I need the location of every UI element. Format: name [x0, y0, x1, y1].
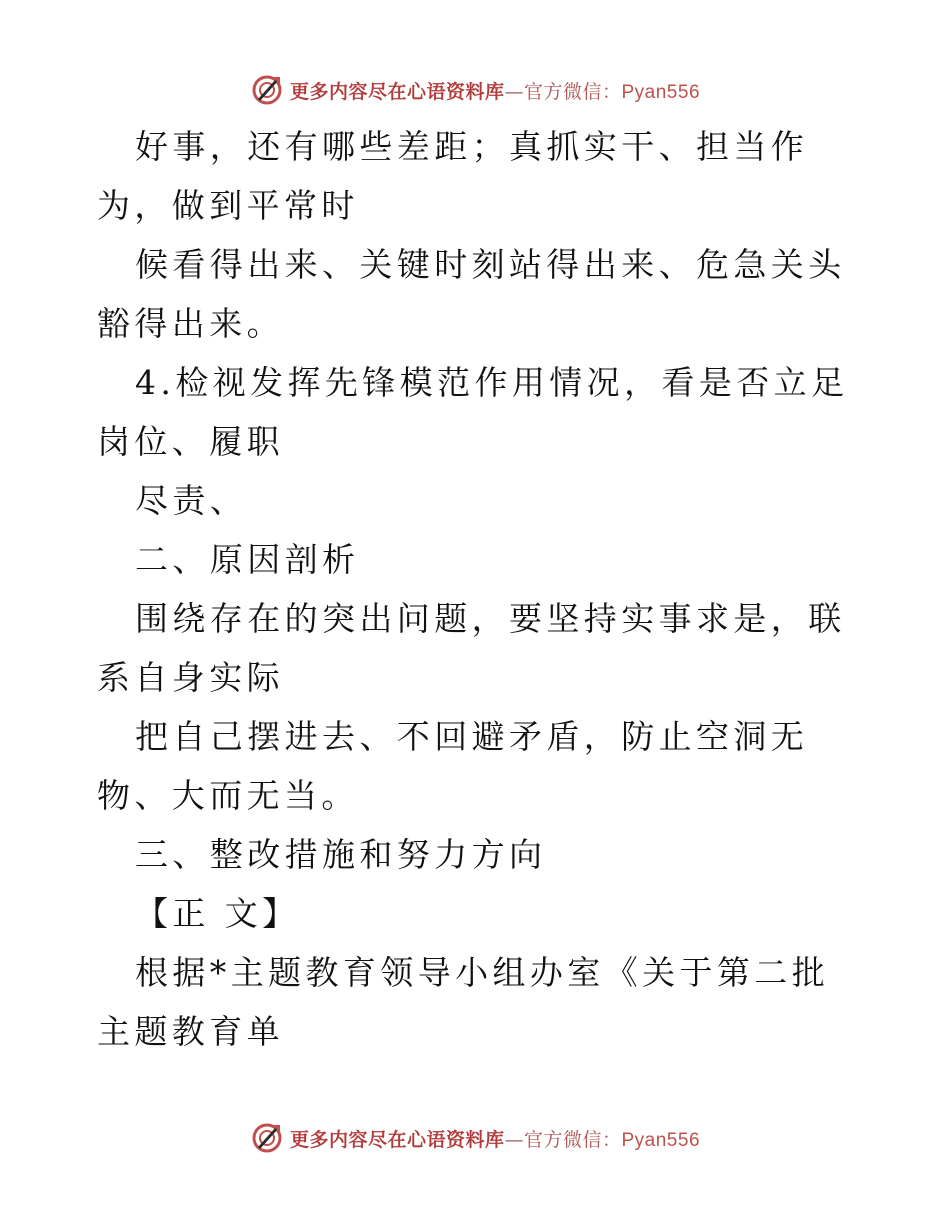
header-dash: — [504, 80, 524, 103]
footer-text [290, 1125, 700, 1152]
quill-logo-icon [250, 1121, 284, 1155]
section-heading: 二、原因剖析 [135, 540, 360, 579]
footer-banner [0, 1118, 950, 1158]
footer-account: Pyan556 [621, 1129, 701, 1151]
document-body [97, 117, 857, 1061]
header-site-text: 更多内容尽在心语资料库 [289, 80, 505, 103]
section-heading: 【正 文】 [135, 894, 300, 933]
header-banner [0, 70, 950, 110]
paragraph: 根据*主题教育领导小组办室《关于第二批主题教育单 [97, 953, 830, 1051]
paragraph: 好事，还有哪些差距；真抓实干、担当作为，做到平常时 [97, 127, 809, 225]
footer-site-text: 更多内容尽在心语资料库 [289, 1128, 505, 1151]
footer-wechat-label: 官方微信： [523, 1128, 622, 1151]
footer-dash: — [504, 1128, 524, 1151]
paragraph: 尽责、 [135, 481, 248, 520]
section-heading: 三、整改措施和努力方向 [135, 835, 547, 874]
header-account: Pyan556 [621, 81, 701, 103]
quill-logo-icon [250, 73, 284, 107]
paragraph: 围绕存在的突出问题，要坚持实事求是，联系自身实际 [97, 599, 846, 697]
paragraph: 把自己摆进去、不回避矛盾，防止空洞无物、大而无当。 [97, 717, 809, 815]
paragraph: 候看得出来、关键时刻站得出来、危急关头豁得出来。 [97, 245, 846, 343]
paragraph: 4.检视发挥先锋模范作用情况，看是否立足岗位、履职 [97, 363, 849, 461]
header-wechat-label: 官方微信： [523, 80, 622, 103]
header-text [290, 77, 700, 104]
